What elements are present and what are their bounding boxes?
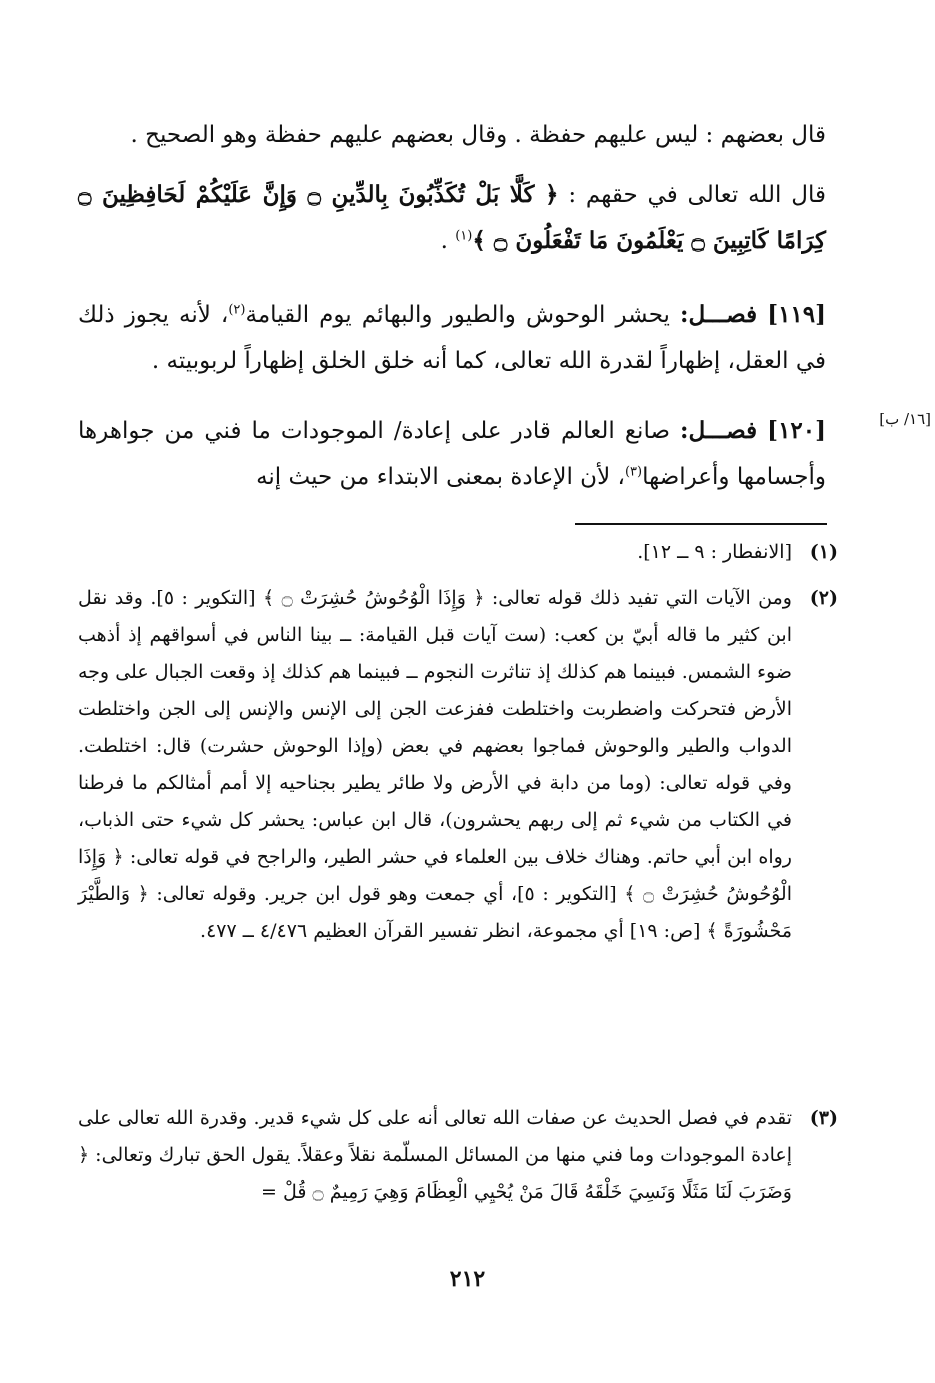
section-119-text-a: يحشر الوحوش والطيور والبهائم يوم القيامة (245, 302, 670, 328)
section-120-text-a: صانع العالم قادر على إعادة/ الموجودات ما فني من جواهرها وأجسامها وأعراضها (78, 418, 826, 490)
footnote-separator (575, 523, 827, 525)
footnote-2 (78, 580, 838, 950)
margin-folio-note: [١٦/ ب] (879, 410, 931, 428)
section-119-text-b: ، لأنه يجوز ذلك في العقل، إظهاراً لقدرة الله تعالى، كما أنه خلق الخلق إظهاراً لربوبيته . (78, 302, 826, 374)
footnote-number: (٢) (809, 587, 838, 609)
main-paragraph-1 (78, 112, 826, 158)
main-paragraph-2: قال الله تعالى في حقهم : ﴿ كَلَّا بَلْ تُكَذِّبُونَ بِالدِّينِ ۝ وَإِنَّ عَلَيْكُمْ لَحَافِظِينَ ۝ كِرَامًا كَاتِبِينَ ۝ يَعْلَمُونَ مَا تَفْعَلُونَ ۝ ﴾$^{(١)}$ . (78, 181, 826, 254)
section-120-text-b: ، لأن الإعادة بمعنى الابتداء من حيث إنه (256, 464, 625, 490)
page-number: ٢١٢ (449, 1266, 486, 1292)
quran-intro: قال الله تعالى في حقهم : (568, 182, 826, 208)
footnote-number: (١) (809, 541, 838, 563)
footnote-text: ومن الآيات التي تفيد ذلك قوله تعالى: ﴿ وَإِذَا الْوُحُوشُ حُشِرَتْ ۝ ﴾ [التكوير : ٥]. وقد نقل ابن كثير ما قاله أبيّ بن كعب: (ست آيات قبل القيامة: ــ بينا الناس في أسواقهم إذ أذهب ضوء الشمس. فبينما هم كذلك إذ تناثرت النجوم ــ فبينما هم كذلك إذ وقعت الجبال على وجه الأرض فتحركت واضطربت واختلطت ففزعت الجن إلى الإنس والإنس إلى الجن واختلطت الدواب والطير والوحوش فماجوا بعضهم في بعض (وإذا الوحوش حشرت) قال: اختلطت. وفي قوله تعالى: (وما من دابة في الأرض ولا طائر يطير بجناحيه إلا أمم أمثالكم ما فرطنا في الكتاب من شيء ثم إلى ربهم يحشرون)، قال ابن عباس: يحشر كل شيء حتى الذباب، رواه ابن أبي حاتم. وهناك خلاف بين العلماء في حشر الطير، والراجح في قوله تعالى: ﴿ وَإِذَا الْوُحُوشُ حُشِرَتْ ۝ ﴾ [التكوير : ٥]، أي جمعت وهو قول ابن جرير. وقوله تعالى: ﴿ وَالطَّيْرَ مَحْشُورَةً ﴾ [ص: ١٩] أي مجموعة، انظر تفسير القرآن العظيم ٤/٤٧٦ ــ ٤٧٧. (78, 587, 792, 942)
footnote-text: [الانفطار : ٩ ــ ١٢]. (637, 541, 792, 563)
footnote-1 (78, 534, 838, 571)
footnote-number: (٣) (809, 1107, 838, 1129)
footnote-3 (78, 1100, 838, 1211)
main-paragraph-1-text: قال بعضهم : ليس عليهم حفظة . وقال بعضهم عليهم حفظة وهو الصحيح . (130, 122, 826, 148)
footnote-ref-1[interactable]: (١) (455, 228, 473, 244)
footnote-ref-3[interactable]: (٣) (624, 464, 643, 480)
quran-verse: ﴿ كَلَّا بَلْ تُكَذِّبُونَ بِالدِّينِ ۝ وَإِنَّ عَلَيْكُمْ لَحَافِظِينَ ۝ كِرَامًا كَاتِبِينَ ۝ يَعْلَمُونَ مَا تَفْعَلُونَ ۝ ﴾ (78, 181, 826, 254)
section-label: فصـــل: (680, 417, 758, 444)
footnote-ref-2[interactable]: (٢) (228, 302, 246, 318)
section-label: فصـــل: (680, 301, 758, 328)
section-number: [١٢٠] (767, 417, 827, 444)
section-number: [١١٩] (767, 301, 827, 328)
section-120 (78, 408, 826, 500)
footnote-text: تقدم في فصل الحديث عن صفات الله تعالى أنه على كل شيء قدير. وقدرة الله تعالى على إعادة الموجودات وما فني منها من المسائل المسلّمة نقلاً وعقلاً. يقول الحق تبارك وتعالى: ﴿ وَضَرَبَ لَنَا مَثَلًا وَنَسِيَ خَلْقَهُ قَالَ مَنْ يُحْيِي الْعِظَامَ وَهِيَ رَمِيمٌ ۝ قُلْ = (78, 1107, 792, 1203)
section-119 (78, 292, 826, 384)
